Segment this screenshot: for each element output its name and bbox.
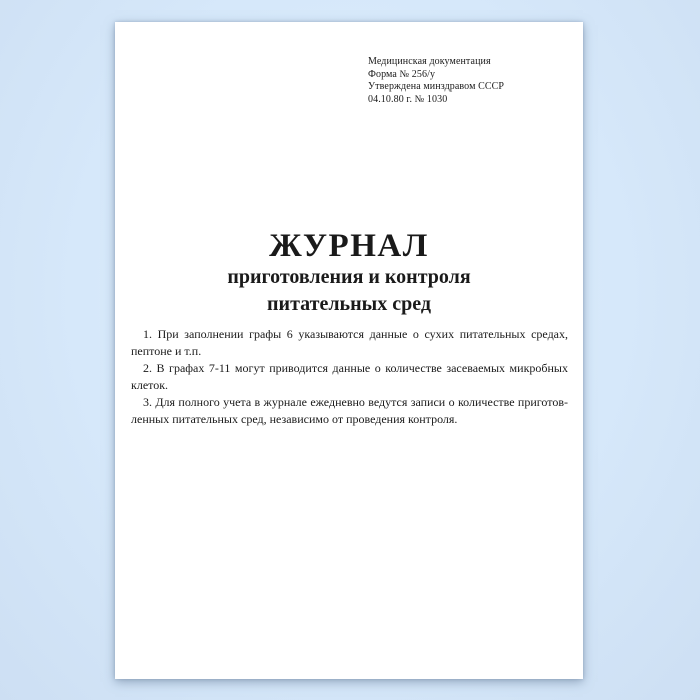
journal-title: ЖУРНАЛ xyxy=(269,228,429,264)
note-2-line-1: 2. В графах 7-11 могут приводится данные о количестве засеваемых микробных xyxy=(143,361,568,375)
journal-subtitle-line1: приготовления и контроля xyxy=(227,266,471,288)
title-block xyxy=(115,228,583,318)
notes-section xyxy=(131,326,568,428)
note-3-line-2: ленных питательных сред, независимо от проведения контроля. xyxy=(131,412,458,426)
note-1-line-2: пептоне и т.п. xyxy=(131,344,202,358)
note-2-line-2: клеток. xyxy=(131,378,169,392)
stamp-line-form-number: Форма № 256/у xyxy=(368,68,436,80)
stamp-line-approval-date: 04.10.80 г. № 1030 xyxy=(368,93,448,105)
note-3-line-1: 3. Для полного учета в журнале ежедневно ведутся записи о количестве приготов- xyxy=(143,395,568,409)
journal-subtitle-line2: питательных сред xyxy=(267,293,431,315)
stamp-line-doc-type: Медицинская документация xyxy=(368,56,491,67)
journal-cover-page xyxy=(115,22,583,679)
form-approval-stamp xyxy=(368,56,568,106)
note-1-line-1: 1. При заполнении графы 6 указываются данные о сухих питательных средах, xyxy=(143,327,568,341)
stamp-line-approved-by: Утверждена минздравом СССР xyxy=(368,81,505,92)
